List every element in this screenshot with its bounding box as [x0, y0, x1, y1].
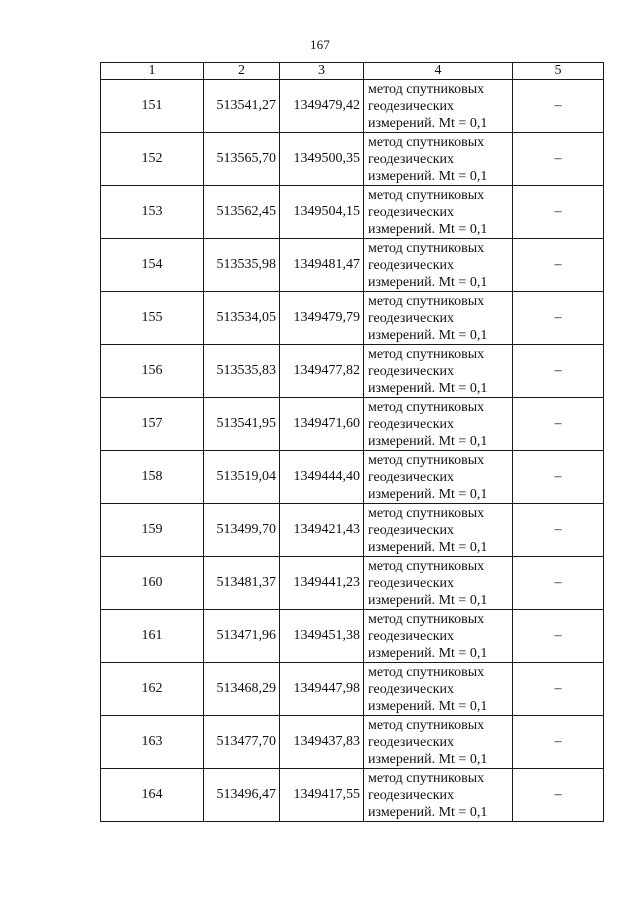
note-cell: –: [513, 80, 604, 133]
method-cell: [364, 610, 513, 663]
y-coordinate-cell: 1349437,83: [280, 716, 364, 769]
column-header-2: 2: [204, 63, 280, 80]
table-row: [101, 133, 604, 186]
point-number-cell: 156: [101, 345, 204, 398]
note-cell: –: [513, 292, 604, 345]
method-line: геодезических: [368, 363, 455, 379]
point-number-cell: 151: [101, 80, 204, 133]
column-header-4: 4: [364, 63, 513, 80]
method-cell: [364, 504, 513, 557]
method-line: геодезических: [368, 257, 455, 273]
table-row: [101, 769, 604, 822]
x-coordinate-cell: 513562,45: [204, 186, 280, 239]
point-number-cell: 161: [101, 610, 204, 663]
point-number-cell: 164: [101, 769, 204, 822]
x-coordinate-cell: 513535,98: [204, 239, 280, 292]
method-line: измерений. Mt = 0,1: [368, 380, 488, 396]
y-coordinate-cell: 1349417,55: [280, 769, 364, 822]
method-line: измерений. Mt = 0,1: [368, 274, 488, 290]
method-line: геодезических: [368, 416, 455, 432]
method-line: метод спутниковых: [368, 770, 485, 786]
point-number-cell: 157: [101, 398, 204, 451]
y-coordinate-cell: 1349479,79: [280, 292, 364, 345]
point-number-cell: 154: [101, 239, 204, 292]
point-number-cell: 153: [101, 186, 204, 239]
table-body: [101, 80, 604, 822]
note-cell: –: [513, 504, 604, 557]
method-line: геодезических: [368, 628, 455, 644]
method-line: метод спутниковых: [368, 664, 485, 680]
method-line: геодезических: [368, 522, 455, 538]
table-header: [101, 63, 604, 80]
method-line: метод спутниковых: [368, 134, 485, 150]
method-line: измерений. Mt = 0,1: [368, 115, 488, 131]
method-cell: [364, 80, 513, 133]
method-line: метод спутниковых: [368, 717, 485, 733]
note-cell: –: [513, 663, 604, 716]
coordinates-table: [100, 62, 604, 822]
y-coordinate-cell: 1349444,40: [280, 451, 364, 504]
x-coordinate-cell: 513468,29: [204, 663, 280, 716]
method-line: геодезических: [368, 681, 455, 697]
column-header-3: 3: [280, 63, 364, 80]
y-coordinate-cell: 1349477,82: [280, 345, 364, 398]
table-row: [101, 557, 604, 610]
y-coordinate-cell: 1349441,23: [280, 557, 364, 610]
note-cell: –: [513, 345, 604, 398]
y-coordinate-cell: 1349504,15: [280, 186, 364, 239]
method-line: измерений. Mt = 0,1: [368, 751, 488, 767]
note-cell: –: [513, 133, 604, 186]
y-coordinate-cell: 1349500,35: [280, 133, 364, 186]
method-line: метод спутниковых: [368, 240, 485, 256]
method-line: измерений. Mt = 0,1: [368, 539, 488, 555]
method-line: геодезических: [368, 575, 455, 591]
method-line: измерений. Mt = 0,1: [368, 804, 488, 820]
point-number-cell: 152: [101, 133, 204, 186]
x-coordinate-cell: 513535,83: [204, 345, 280, 398]
method-line: измерений. Mt = 0,1: [368, 168, 488, 184]
method-cell: [364, 557, 513, 610]
method-line: геодезических: [368, 98, 455, 114]
method-cell: [364, 239, 513, 292]
column-header-5: 5: [513, 63, 604, 80]
method-line: геодезических: [368, 151, 455, 167]
method-line: метод спутниковых: [368, 558, 485, 574]
method-line: измерений. Mt = 0,1: [368, 698, 488, 714]
point-number-cell: 163: [101, 716, 204, 769]
x-coordinate-cell: 513534,05: [204, 292, 280, 345]
header-row: [101, 63, 604, 80]
column-header-1: 1: [101, 63, 204, 80]
x-coordinate-cell: 513481,37: [204, 557, 280, 610]
table-row: [101, 398, 604, 451]
table-row: [101, 504, 604, 557]
x-coordinate-cell: 513541,27: [204, 80, 280, 133]
table-row: [101, 663, 604, 716]
method-line: измерений. Mt = 0,1: [368, 486, 488, 502]
x-coordinate-cell: 513541,95: [204, 398, 280, 451]
table-row: [101, 80, 604, 133]
note-cell: –: [513, 398, 604, 451]
table-row: [101, 239, 604, 292]
method-line: метод спутниковых: [368, 81, 485, 97]
y-coordinate-cell: 1349471,60: [280, 398, 364, 451]
method-line: измерений. Mt = 0,1: [368, 433, 488, 449]
method-line: метод спутниковых: [368, 452, 485, 468]
method-line: метод спутниковых: [368, 346, 485, 362]
table-row: [101, 186, 604, 239]
page-number: 167: [309, 37, 331, 52]
note-cell: –: [513, 451, 604, 504]
point-number-cell: 162: [101, 663, 204, 716]
table-row: [101, 610, 604, 663]
x-coordinate-cell: 513496,47: [204, 769, 280, 822]
y-coordinate-cell: 1349451,38: [280, 610, 364, 663]
method-line: геодезических: [368, 469, 455, 485]
method-cell: [364, 663, 513, 716]
note-cell: –: [513, 716, 604, 769]
method-line: метод спутниковых: [368, 505, 485, 521]
method-cell: [364, 186, 513, 239]
method-line: геодезических: [368, 310, 455, 326]
point-number-cell: 160: [101, 557, 204, 610]
method-cell: [364, 716, 513, 769]
method-cell: [364, 769, 513, 822]
point-number-cell: 159: [101, 504, 204, 557]
method-line: метод спутниковых: [368, 399, 485, 415]
table-row: [101, 451, 604, 504]
method-cell: [364, 133, 513, 186]
method-line: геодезических: [368, 787, 455, 803]
method-line: метод спутниковых: [368, 611, 485, 627]
method-line: измерений. Mt = 0,1: [368, 221, 488, 237]
method-cell: [364, 292, 513, 345]
y-coordinate-cell: 1349479,42: [280, 80, 364, 133]
y-coordinate-cell: 1349421,43: [280, 504, 364, 557]
method-cell: [364, 398, 513, 451]
method-line: геодезических: [368, 204, 455, 220]
note-cell: –: [513, 239, 604, 292]
note-cell: –: [513, 557, 604, 610]
x-coordinate-cell: 513519,04: [204, 451, 280, 504]
note-cell: –: [513, 186, 604, 239]
method-line: метод спутниковых: [368, 293, 485, 309]
note-cell: –: [513, 769, 604, 822]
y-coordinate-cell: 1349447,98: [280, 663, 364, 716]
method-line: геодезических: [368, 734, 455, 750]
point-number-cell: 158: [101, 451, 204, 504]
table-row: [101, 292, 604, 345]
method-line: метод спутниковых: [368, 187, 485, 203]
method-line: измерений. Mt = 0,1: [368, 327, 488, 343]
x-coordinate-cell: 513499,70: [204, 504, 280, 557]
x-coordinate-cell: 513471,96: [204, 610, 280, 663]
table-row: [101, 716, 604, 769]
table-row: [101, 345, 604, 398]
method-line: измерений. Mt = 0,1: [368, 592, 488, 608]
method-cell: [364, 345, 513, 398]
x-coordinate-cell: 513565,70: [204, 133, 280, 186]
note-cell: –: [513, 610, 604, 663]
point-number-cell: 155: [101, 292, 204, 345]
x-coordinate-cell: 513477,70: [204, 716, 280, 769]
y-coordinate-cell: 1349481,47: [280, 239, 364, 292]
method-line: измерений. Mt = 0,1: [368, 645, 488, 661]
method-cell: [364, 451, 513, 504]
